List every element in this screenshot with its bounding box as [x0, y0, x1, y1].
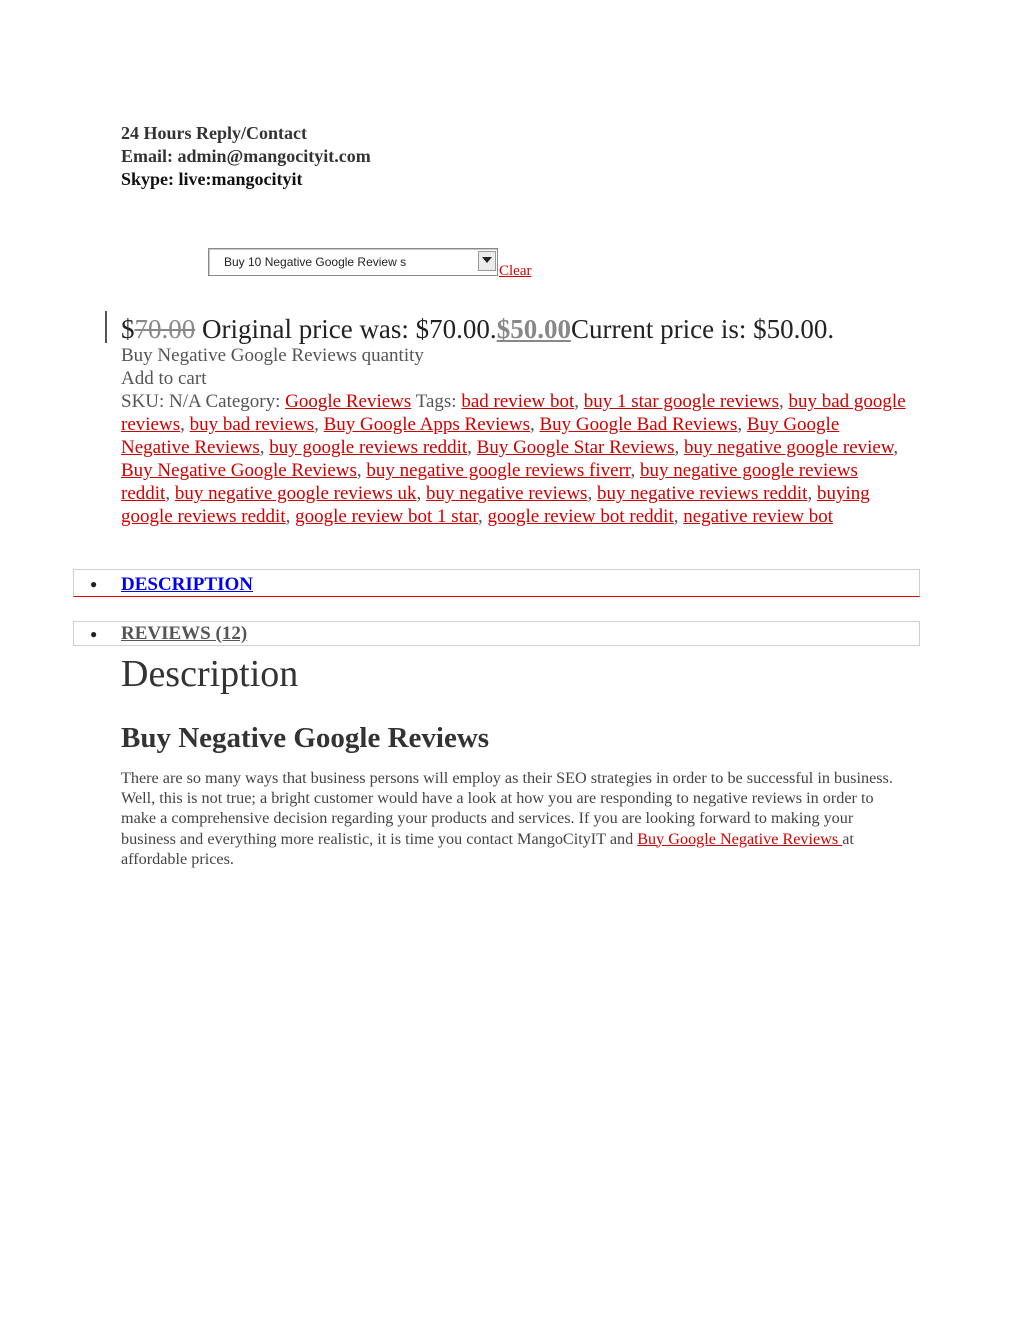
description-heading: Description — [121, 653, 299, 695]
dropdown-button[interactable] — [478, 251, 496, 271]
new-price-note: Current price is: $50.00. — [570, 314, 835, 344]
tags-list: bad review bot, buy 1 star google reviews, buy bad google reviews, buy bad reviews, Buy Google Apps Reviews, Buy Google Bad Reviews, Buy Google Negative Reviews, buy google reviews reddit, Buy Google Star Reviews, buy negative google review, Buy Negative Google Reviews, buy negative google reviews fiverr, buy negative google reviews reddit, buy negative google reviews uk, buy negative reviews, buy negative reviews reddit, buying google reviews reddit, google review bot 1 star, google review bot reddit, negative review bot — [121, 391, 906, 527]
tag-link[interactable]: buy bad reviews — [189, 414, 315, 435]
clear-link[interactable]: Clear — [499, 263, 532, 279]
negative-reviews-link[interactable]: Buy Google Negative Reviews — [637, 829, 843, 848]
description-subheading: Buy Negative Google Reviews — [121, 722, 490, 754]
tab-reviews[interactable] — [73, 621, 920, 646]
tag-link[interactable]: Buy Google Star Reviews — [476, 437, 675, 458]
category-link[interactable]: Google Reviews — [285, 391, 412, 412]
variation-select-value: Buy 10 Negative Google Review s — [224, 255, 407, 269]
product-info — [121, 344, 911, 528]
sku-value: N/A — [169, 391, 201, 412]
description-text: There are so many ways that business persons will employ as their SEO strategies in order to be successful in business. Well, this is not true; a bright customer would have a look at how you are responding to negative reviews in order to make a comprehensive decision regarding your products and services. If you are looking forward to making your business and everything more realistic, it is time you contact MangoCityIT and — [121, 769, 893, 848]
tag-link[interactable]: buying google reviews reddit — [121, 483, 870, 527]
tag-link[interactable]: buy negative google reviews reddit — [121, 460, 858, 504]
contact-block — [121, 122, 371, 191]
tag-link[interactable]: negative review bot — [683, 506, 834, 527]
old-price: 70.00 — [134, 314, 196, 344]
tag-link[interactable]: buy negative google review — [684, 437, 894, 458]
tag-link[interactable]: buy negative google reviews fiverr — [366, 460, 631, 481]
tag-link[interactable]: buy bad google reviews — [121, 391, 906, 435]
tags-label: Tags: — [411, 391, 462, 412]
tab-reviews-link[interactable]: REVIEWS (12) — [121, 623, 248, 644]
contact-hours: 24 Hours Reply/Contact — [121, 123, 307, 143]
tag-link[interactable]: buy negative google reviews uk — [174, 483, 417, 504]
tag-link[interactable]: google review bot reddit — [487, 506, 674, 527]
price-divider — [105, 311, 107, 343]
contact-skype: Skype: live:mangocityit — [121, 169, 303, 189]
description-tail: at affordable prices. — [121, 829, 854, 868]
tag-link[interactable]: buy negative reviews — [425, 483, 588, 504]
quantity-label: Buy Negative Google Reviews quantity — [121, 345, 424, 366]
bullet-icon: ● — [90, 577, 98, 591]
add-to-cart-button[interactable]: Add to cart — [121, 368, 207, 389]
variation-select[interactable] — [208, 248, 498, 276]
tag-link[interactable]: buy 1 star google reviews — [583, 391, 779, 412]
new-price: $50.00 — [496, 314, 571, 344]
tag-link[interactable]: google review bot 1 star — [295, 506, 478, 527]
category-label: Category: — [200, 391, 286, 412]
tab-description-link[interactable]: DESCRIPTION — [121, 574, 253, 595]
chevron-down-icon — [482, 257, 492, 264]
sku-label: SKU: — [121, 391, 170, 412]
tag-link[interactable]: Buy Google Apps Reviews — [323, 414, 530, 435]
description-paragraph — [121, 768, 901, 869]
tag-link[interactable]: buy google reviews reddit — [269, 437, 468, 458]
tag-link[interactable]: bad review bot — [461, 391, 575, 412]
bullet-icon: ● — [90, 627, 98, 641]
tag-link[interactable]: Buy Google Bad Reviews — [539, 414, 738, 435]
tag-link[interactable]: Buy Negative Google Reviews — [121, 460, 357, 481]
product-meta — [121, 390, 911, 528]
tab-description[interactable] — [73, 569, 920, 597]
tag-link[interactable]: Buy Google Negative Reviews — [121, 414, 840, 458]
old-price-note: Original price was: $70.00. — [195, 314, 497, 344]
price-line — [121, 313, 834, 345]
currency-symbol: $ — [121, 314, 135, 344]
contact-email: Email: admin@mangocityit.com — [121, 146, 371, 166]
tag-link[interactable]: buy negative reviews reddit — [596, 483, 808, 504]
